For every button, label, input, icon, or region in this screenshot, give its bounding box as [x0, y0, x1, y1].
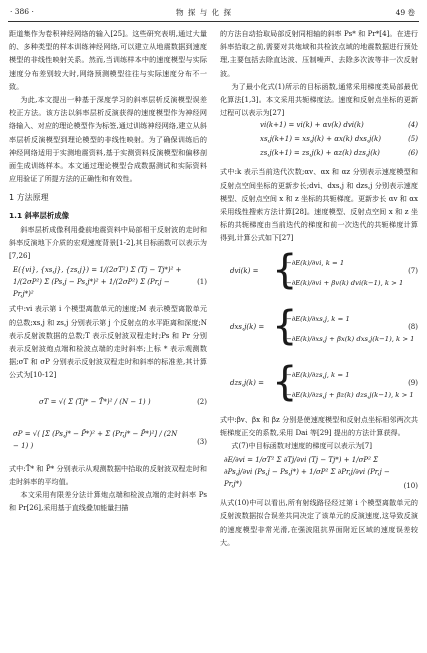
- equation-number: (1): [197, 278, 207, 287]
- equation-2: [9, 382, 207, 422]
- header-rule: [8, 21, 419, 22]
- paragraph: 式中:k 表示当前迭代次数;αv、αx 和 αz 分别表示速度模型和反射点空间坐标的更新步长;dvi、dxs,j 和 dzs,j 分别表示速度模型、反射点空间 x 和 z 坐标的共轭梯度。更新步长 αv 和 αx 采用线性搜索方法计算[28]。速度模型、反射点空间 x 和 z 坐标的共轭梯度由当前迭代的梯度和前一次迭代的共轭梯度计算得到,计算公式如下[27]: [220, 167, 418, 243]
- paragraph: 本文采用有限差分法计算炮点端和检波点端的走时斜率 Ps 和 Pr[26],采用基于直线叠加能量扫描: [9, 490, 207, 513]
- paragraph: 斜率层析成像利用叠前地震资料中局部相干反射波的走时和斜率反演地下介质的宏观速度背景[1-2],其目标函数可以表示为[7,26]: [9, 224, 207, 261]
- paragraph: 式(7)中目标函数对速度的梯度可以表示为[7]: [231, 441, 373, 451]
- journal-title: 物 探 与 化 探: [176, 8, 233, 17]
- equation-number: (6): [408, 149, 418, 158]
- equation-text: σP = √( [Σ (Ps,j* − P̄*)² + Σ (Pr,j* − P̄*)²] / (2N − 1) ): [13, 429, 178, 450]
- volume-label: 49 卷: [395, 8, 415, 17]
- paragraph: 的方法自动拾取局部反射同相轴的斜率 Ps* 和 Pr*[4]。在进行斜率拾取之前,需要对共炮域和共检波点域的地震数据进行预处理,主要包括去除直达波、压制噪声、去除多次波等非一次反射波。: [220, 29, 418, 78]
- running-header: [0, 0, 427, 24]
- paragraph: 距道集作为卷积神经网络的输入[25]。这些研究表明,通过大量的、多种类型的样本训练神经网络,可以建立从地震数据到速度模型的非线性映射关系。然而,当训练样本中的速度模型与实际速度分布差别较大时,网络预测模型往往与实际速度分布不一致。: [9, 29, 207, 91]
- equation-lhs: dxs,j(k) =: [230, 322, 265, 331]
- paragraph: 式中:βv、βx 和 βz 分别是使速度模型和反射点坐标相邻两次共轭梯度正交的系数,采用 Dai 等[29] 提出的方法计算获得。: [220, 414, 418, 437]
- equation-8: [220, 301, 418, 357]
- equation-case: −∂E(k)/∂vi + βv(k) dvi(k−1), k > 1: [286, 278, 404, 287]
- paragraph: 从式(10)中可以看出,所有射线路径经过第 i 个模型离散单元的反射波数据拟合误差共同决定了该单元的反演速度,这导致反演的速度模型非常光滑,在强波阻抗界面附近区域的速度误差较大。: [220, 498, 418, 547]
- equation-case: −∂E(k)/∂zs,j + βz(k) dzs,j(k−1), k > 1: [286, 390, 414, 399]
- equation-number: (7): [408, 266, 418, 275]
- equation-text: E({vi}, {xs,j}, {zs,j}) = 1/(2σT²) Σ (Tj − Tj*)² + 1/(2σP²) Σ (Ps,j − Ps,j*)² + 1/(2σP²) Σ (Pr,j − Pr,j*)²: [13, 266, 182, 299]
- equation-number: (9): [408, 378, 418, 387]
- equation-number: (3): [197, 437, 207, 446]
- equation-10: [220, 452, 418, 496]
- equation-case: −∂E(k)/∂xs,j, k = 1: [286, 314, 350, 323]
- equation-case: −∂E(k)/∂zs,j, k = 1: [286, 370, 350, 379]
- brace-icon: {: [272, 246, 298, 293]
- equation-lhs: dvi(k) =: [230, 266, 259, 275]
- paragraph: 式中:vi 表示第 i 个模型离散单元的速度;M 表示模型离散单元的总数;xs,j 和 zs,j 分别表示第 j 个反射点的水平距离和深度;N 表示反射波数据的总数;T 表示反射波双程走时;Ps 和 Pr 分别表示反射波炮点端和检波点端的走时斜率;上标 * 表示观测数据;σT 和 σP 分别表示反射波双程走时和斜率的标准差,其计算公式为[10-12]: [9, 304, 207, 380]
- equation-text: ∂E/∂vi = 1/σT² Σ ∂Tj/∂vi (Tj − Tj*) + 1/σP² Σ ∂Ps,j/∂vi (Ps,j − Ps,j*) + 1/σP² Σ ∂Pr,j/∂vi (Pr,j − Pr,j*): [224, 456, 390, 489]
- paragraph: 为了最小化式(1)所示的目标函数,通常采用梯度类局部最优化算法[1,3]。本文采用共轭梯度法。速度和反射点坐标的更新过程可以表示为[27]: [220, 81, 418, 118]
- subsection-heading: 1.1 斜率层析成像: [9, 210, 70, 220]
- equation-text: σT = √( Σ (Tj* − T̄*)² / (N − 1) ): [39, 397, 151, 406]
- equation-text: xs,j(k+1) = xs,j(k) + αx(k) dxs,j(k): [260, 135, 381, 144]
- section-heading: 1 方法原理: [9, 193, 49, 203]
- equation-3: [9, 422, 207, 462]
- equation-text: vi(k+1) = vi(k) + αv(k) dvi(k): [260, 121, 364, 130]
- paragraph: 为此,本文提出一种基于深度学习的斜率层析反演模型误差校正方法。该方法以斜率层析反演获得的速度模型作为神经网络输入、对应的理论模型作为标签,通过训练神经网络,建立从斜率层析反演模型到理论模型的非线性映射。为了确保训练后的神经网络适用于实测地震资料,基于实测资料反演模型和偏移剖面生成训练样本。本文通过理论模型合成数据测试和实际资料应用验证了所提方法的正确性和有效性。: [9, 95, 207, 184]
- page-number: · 386 ·: [10, 7, 34, 16]
- equation-number: (4): [408, 121, 418, 130]
- equation-number: (5): [408, 135, 418, 144]
- paragraph: 式中:T̄* 和 P̄* 分别表示从观测数据中拾取的反射波双程走时和走时斜率的平均值。: [9, 463, 207, 486]
- brace-icon: {: [272, 358, 298, 405]
- equation-9: [220, 357, 418, 413]
- equation-number: (8): [408, 322, 418, 331]
- equation-number: (2): [197, 397, 207, 406]
- equation-case: −∂E(k)/∂vi, k = 1: [286, 258, 345, 267]
- equation-case: −∂E(k)/∂xs,j + βx(k) dxs,j(k−1), k > 1: [286, 334, 415, 343]
- equation-7: [220, 245, 418, 301]
- right-column: [220, 27, 418, 549]
- brace-icon: {: [272, 302, 298, 349]
- equation-number: (10): [403, 482, 418, 491]
- left-column: [9, 27, 207, 514]
- equation-text: zs,j(k+1) = zs,j(k) + αz(k) dzs,j(k): [260, 149, 380, 158]
- update-equations: [220, 119, 418, 165]
- equation-lhs: dzs,j(k) =: [230, 378, 264, 387]
- equation-1: [9, 262, 207, 302]
